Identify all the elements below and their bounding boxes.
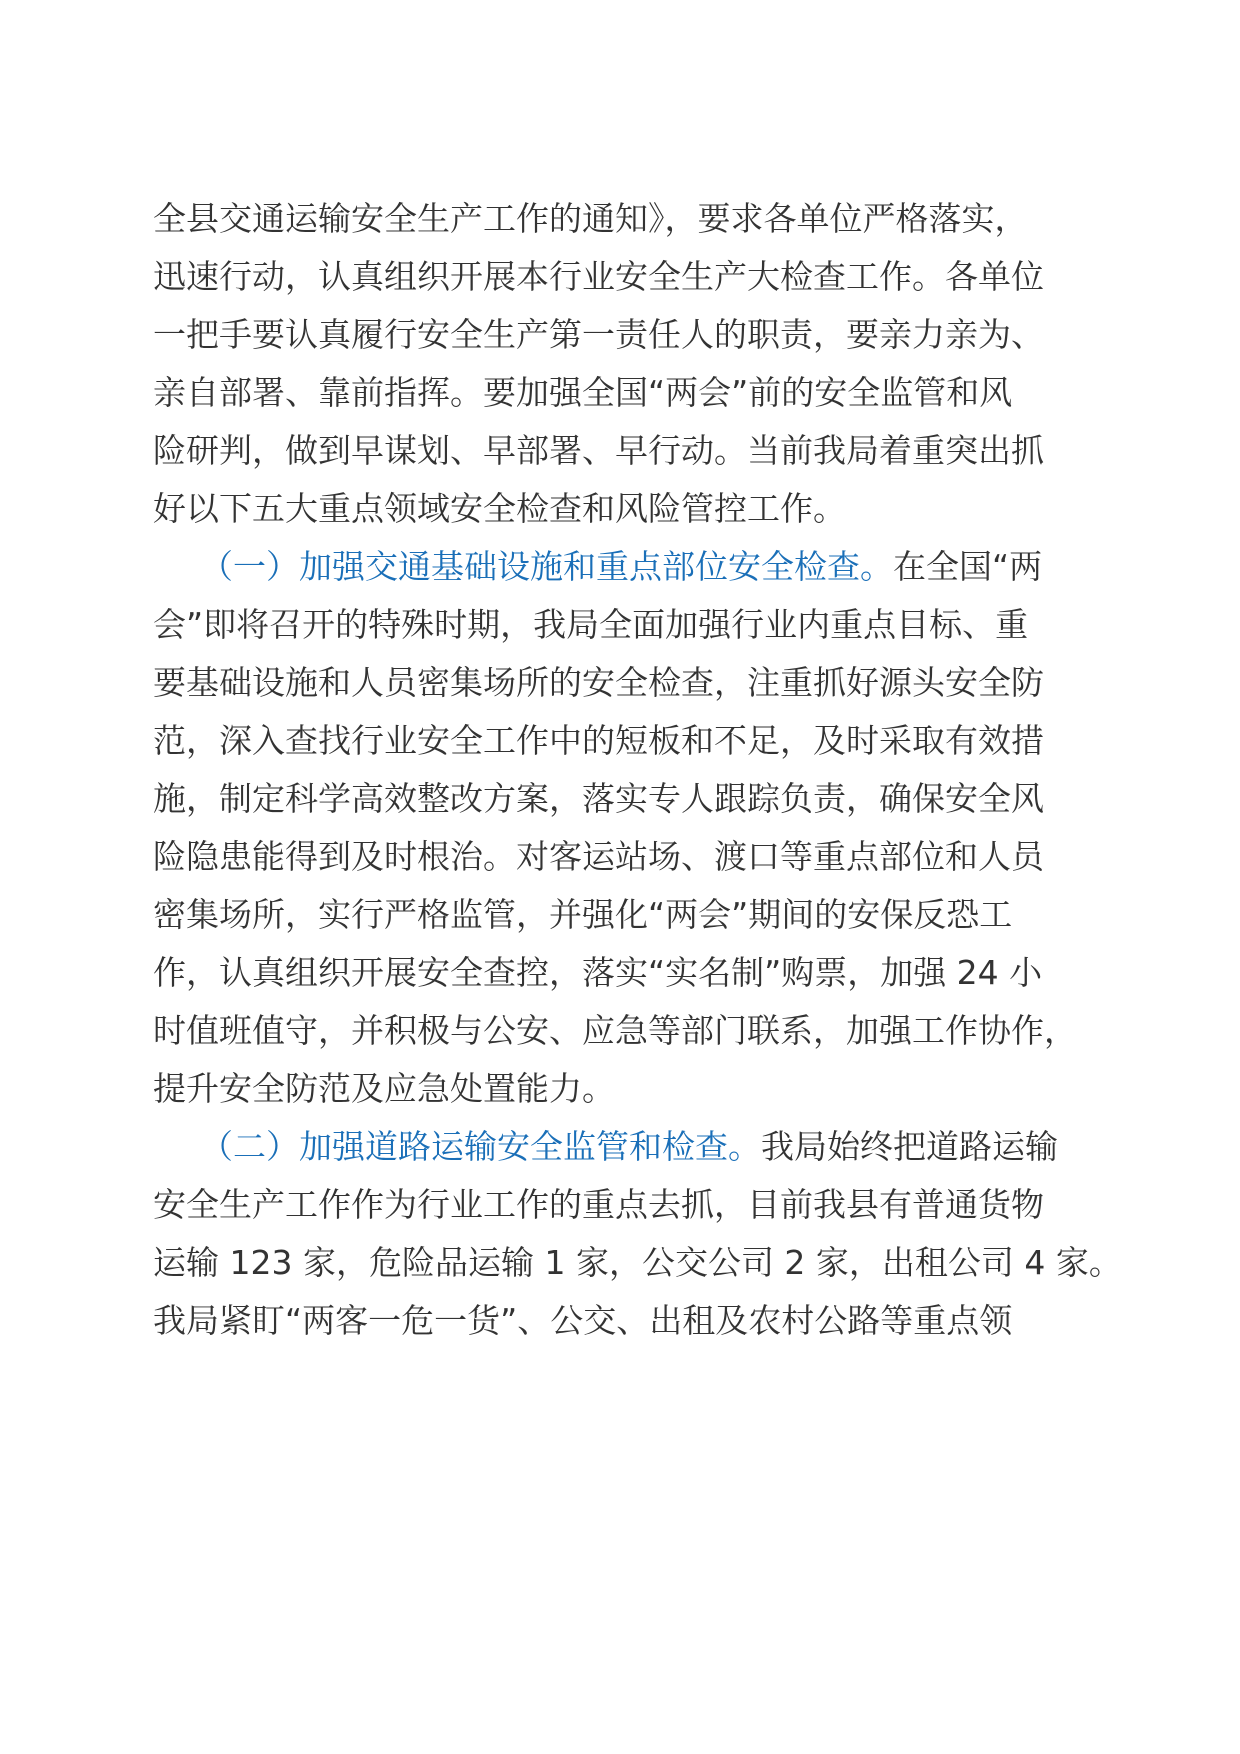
paragraph-line: 险研判，做到早谋划、早部署、早行动。当前我局着重突出抓: [153, 431, 1044, 470]
paragraph-line: 险隐患能得到及时根治。对客运站场、渡口等重点部位和人员: [153, 837, 1044, 876]
paragraph-line: 范，深入查找行业安全工作中的短板和不足，及时采取有效措: [153, 721, 1044, 760]
paragraph-line: 亲自部署、靠前指挥。要加强全国“两会”前的安全监管和风: [153, 373, 1013, 412]
paragraph-line: 要基础设施和人员密集场所的安全检查，注重抓好源头安全防: [153, 663, 1044, 702]
section-2-first-line: [200, 1126, 1058, 1168]
paragraph-line: 一把手要认真履行安全生产第一责任人的职责，要亲力亲为、: [153, 315, 1044, 354]
paragraph-line: 我局紧盯“两客一危一货”、公交、出租及农村公路等重点领: [153, 1301, 1013, 1340]
section-1-first-line-rest: 在全国“两: [893, 547, 1043, 586]
paragraph-line: 安全生产工作作为行业工作的重点去抓，目前我县有普通货物: [153, 1185, 1044, 1224]
section-1-first-line: [200, 546, 1042, 588]
paragraph-line: 好以下五大重点领域安全检查和风险管控工作。: [153, 489, 846, 528]
section-2-first-line-rest: 我局始终把道路运输: [761, 1127, 1058, 1166]
paragraph-line: 会”即将召开的特殊时期，我局全面加强行业内重点目标、重: [153, 605, 1029, 644]
paragraph-line: 密集场所，实行严格监管，并强化“两会”期间的安保反恐工: [153, 895, 1013, 934]
paragraph-line: 时值班值守，并积极与公安、应急等部门联系，加强工作协作，: [153, 1011, 1077, 1050]
paragraph-line: 迅速行动，认真组织开展本行业安全生产大检查工作。各单位: [153, 257, 1044, 296]
paragraph-line: 全县交通运输安全生产工作的通知》，要求各单位严格落实，: [153, 199, 1028, 238]
section-2-heading: （二）加强道路运输安全监管和检查。: [200, 1127, 761, 1166]
paragraph-line: 施，制定科学高效整改方案，落实专人跟踪负责，确保安全风: [153, 779, 1044, 818]
paragraph-line: 提升安全防范及应急处置能力。: [153, 1069, 615, 1108]
paragraph-line: 作，认真组织开展安全查控，落实“实名制”购票，加强 24 小: [153, 953, 1043, 992]
paragraph-line: 运输 123 家，危险品运输 1 家，公交公司 2 家，出租公司 4 家。: [153, 1243, 1122, 1282]
section-1-heading: （一）加强交通基础设施和重点部位安全检查。: [200, 547, 893, 586]
